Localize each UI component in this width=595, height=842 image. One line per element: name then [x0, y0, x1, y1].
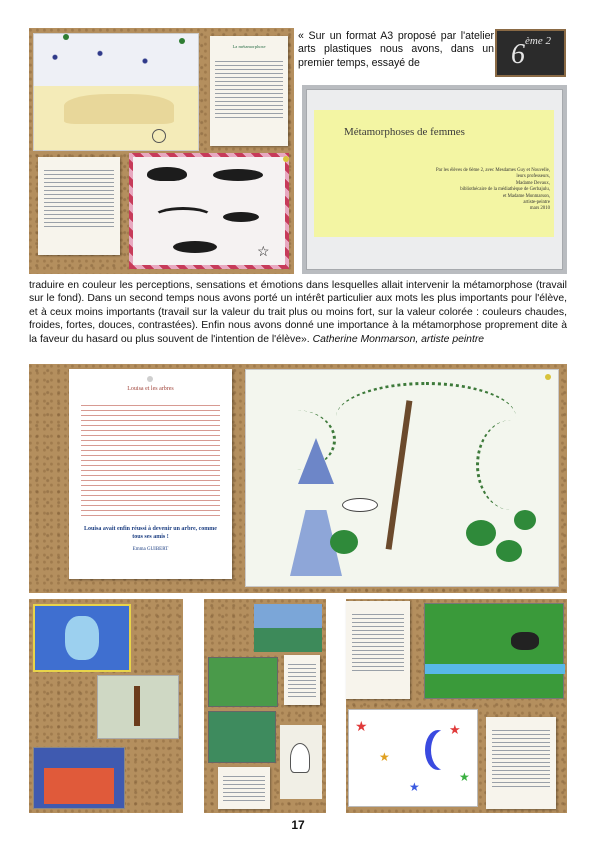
- class-badge-number: 6: [511, 39, 525, 70]
- photo-poster: [302, 85, 567, 274]
- text-sheet-upper: La métamorphose: [210, 36, 288, 146]
- poster-title: Métamorphoses de femmes: [344, 126, 465, 138]
- photo-bottom-left-corkboard: [29, 599, 183, 813]
- text-sheet-lower: [38, 157, 120, 255]
- wizard-hat: [298, 438, 334, 484]
- story-card-title: Louisa et les arbres: [127, 386, 174, 392]
- quote-author: Catherine Monmarson, artiste peintre: [312, 333, 485, 345]
- drawing-house-scene: [33, 747, 125, 809]
- body-text: traduire en couleur les perceptions, sensations et émotions dans lesquelles allait intervenir la métamorphose (travail sur le fond). Dans un second temps nous avons porté un intérêt particulier aux mots les plus importants pour l'élève, et à ceux moins importants (travail sur la valeur du trait plus ou moins fort, sur la valeur colorée : couleurs chaudes, froides, fortes, douces, contrastées). Enfin nous avons donné une importance à la métamorphose proprement dite à la faveur du hasard ou plus souvent de l'intention de l'élève».: [29, 280, 567, 345]
- poster-yellow-sheet: [314, 110, 554, 237]
- drawing-black-birds: ☆: [129, 153, 289, 269]
- story-card-conclusion: Louisa avait enfin réussi à devenir un arbre, comme tous ses amis !: [84, 525, 217, 540]
- poster-credits: Par les élèves de 6ème 2, avec Mesdames Guy et Nouvelle, leurs professeurs, Madame Devaux, bibliothécaire de la médiathèque de Gerbajulu, et Madame Monmarson, artiste-peintre mars 2010: [435, 168, 550, 212]
- photo-bottom-right-corkboard: [346, 599, 567, 813]
- story-card-author: Emma GUIBERT: [132, 546, 169, 552]
- photo-top-left-corkboard: [29, 28, 294, 274]
- page-number: 17: [291, 818, 305, 832]
- drawing-blue-creature: [33, 604, 131, 672]
- class-badge: [495, 29, 566, 77]
- class-badge-label: ème 2: [525, 35, 551, 47]
- intro-paragraph: « Sur un format A3 proposé par l'atelier arts plastiques nous avons, dans un premier temps, essayé de: [298, 30, 494, 69]
- drawing-scarecrow: [97, 675, 179, 739]
- drawing-horse: [424, 603, 564, 699]
- drawing-ghost: [280, 725, 322, 799]
- text-sheet-bottom-middle-lower: [218, 767, 270, 809]
- text-sheet-bottom-middle: [284, 655, 320, 705]
- drawing-forest-green: [208, 657, 278, 707]
- drawing-landscape: [254, 604, 322, 652]
- drawing-night-sky: [33, 33, 199, 151]
- drawing-wizard-tree: [245, 369, 559, 587]
- drawing-stars-moon: ★ ★ ★ ★ ★: [348, 709, 478, 807]
- photo-bottom-middle-corkboard: [204, 599, 326, 813]
- story-card: [69, 369, 232, 579]
- body-paragraph: [29, 279, 567, 346]
- text-sheet-bottom-right-upper: [346, 601, 410, 699]
- drawing-forest-figure: [208, 711, 276, 763]
- text-sheet-bottom-right-lower: [486, 717, 556, 809]
- photo-middle-corkboard: [29, 364, 567, 593]
